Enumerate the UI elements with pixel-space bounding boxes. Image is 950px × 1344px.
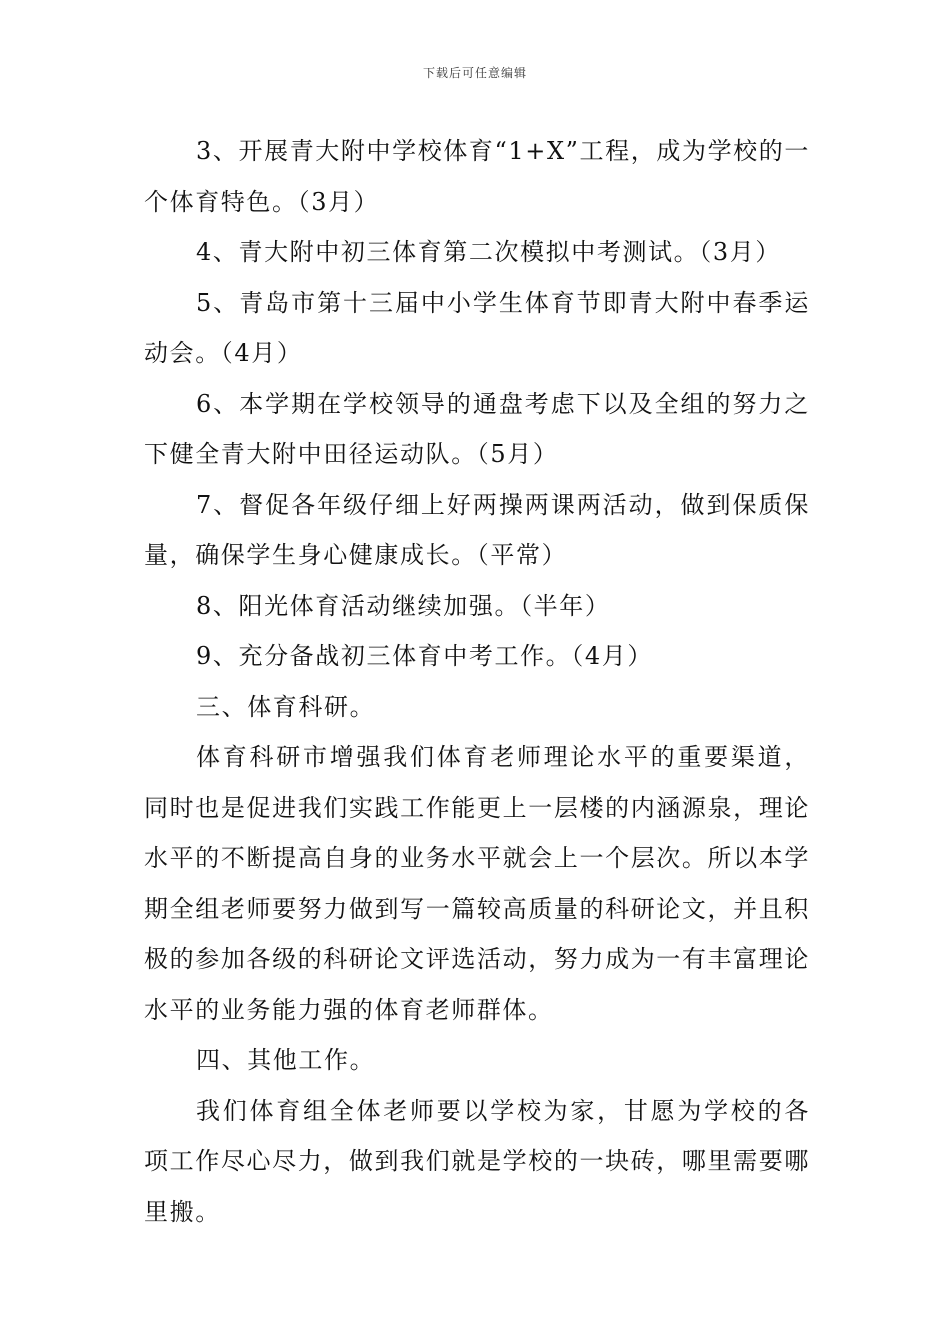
paragraph-item-7: 7、督促各年级仔细上好两操两课两活动，做到保质保量，确保学生身心健康成长。（平常） <box>144 490 810 569</box>
paragraph-research: 体育科研市增强我们体育老师理论水平的重要渠道，同时也是促进我们实践工作能更上一层楼的内涵源泉，理论水平的不断提高自身的业务水平就会上一个层次。所以本学期全组老师要努力做到写一篇较高质量的科研论文，并且积极的参加各级的科研论文评选活动，努力成为一有丰富理论水平的业务能力强的体育老师群体。 <box>144 743 810 1024</box>
section-heading-other: 四、其他工作。 <box>196 1046 376 1074</box>
paragraph-item-4: 4、青大附中初三体育第二次模拟中考测试。（3月） <box>196 238 781 266</box>
paragraph-other: 我们体育组全体老师要以学校为家，甘愿为学校的各项工作尽心尽力，做到我们就是学校的一块砖，哪里需要哪里搬。 <box>144 1096 810 1226</box>
paragraph-item-3: 3、开展青大附中学校体育“1+X”工程，成为学校的一个体育特色。（3月） <box>144 137 810 216</box>
document-body <box>144 126 810 1237</box>
paragraph-item-6: 6、本学期在学校领导的通盘考虑下以及全组的努力之下健全青大附中田径运动队。（5月） <box>144 389 810 468</box>
paragraph-item-8: 8、阳光体育活动继续加强。（半年） <box>196 591 611 620</box>
page-header: 下载后可任意编辑 <box>422 66 527 80</box>
section-heading-research: 三、体育科研。 <box>196 692 376 721</box>
paragraph-item-5: 5、青岛市第十三届中小学生体育节即青大附中春季运动会。（4月） <box>144 288 810 367</box>
paragraph-item-9: 9、充分备战初三体育中考工作。（4月） <box>196 642 653 670</box>
